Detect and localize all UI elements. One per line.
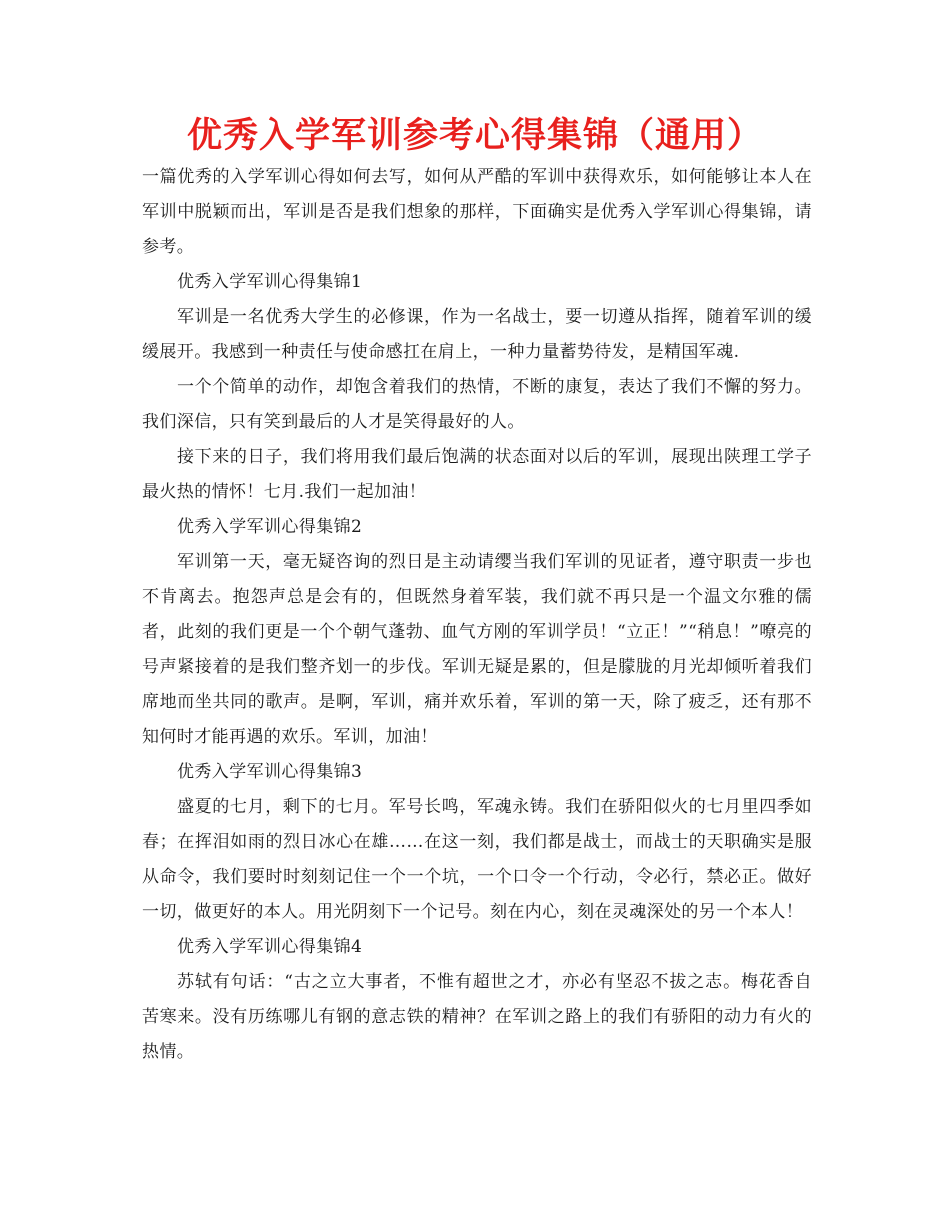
document-title: 优秀入学军训参考心得集锦（通用）: [186, 116, 763, 156]
intro-paragraph: 一篇优秀的入学军训心得如何去写，如何从严酷的军训中获得欢乐，如何能够让本人在军训中脱颖而出，军训是否是我们想象的那样，下面确实是优秀入学军训心得集锦，请参考。: [142, 167, 812, 257]
section-1-paragraph-3: 接下来的日子，我们将用我们最后饱满的状态面对以后的军训，展现出陕理工学子最火热的情怀！七月.我们一起加油！: [142, 447, 812, 502]
section-heading-3: 优秀入学军训心得集锦3: [177, 762, 363, 782]
document-body: [142, 160, 812, 1070]
section-heading-4: 优秀入学军训心得集锦4: [177, 937, 363, 957]
section-1-paragraph-2: 一个个简单的动作，却饱含着我们的热情，不断的康复，表达了我们不懈的努力。我们深信，只有笑到最后的人才是笑得最好的人。: [142, 377, 812, 432]
section-2-paragraph-1: 军训第一天，毫无疑咨询的烈日是主动请缨当我们军训的见证者，遵守职责一步也不肯离去。抱怨声总是会有的，但既然身着军装，我们就不再只是一个温文尔雅的儒者，此刻的我们更是一个个朝气蓬勃、血气方刚的军训学员！“立正！”“稍息！”嘹亮的号声紧接着的是我们整齐划一的步伐。军训无疑是累的，但是朦胧的月光却倾听着我们席地而坐共同的歌声。是啊，军训，痛并欢乐着，军训的第一天，除了疲乏，还有那不知何时才能再遇的欢乐。军训，加油！: [142, 552, 812, 747]
section-heading-1: 优秀入学军训心得集锦1: [177, 272, 363, 292]
section-3-paragraph-1: 盛夏的七月，剩下的七月。军号长鸣，军魂永铸。我们在骄阳似火的七月里四季如春；在挥泪如雨的烈日冰心在雄……在这一刻，我们都是战士，而战士的天职确实是服从命令，我们要时时刻刻记住一个一个坑，一个口令一个行动，令必行，禁必正。做好一切，做更好的本人。用光阴刻下一个记号。刻在内心，刻在灵魂深处的另一个本人！: [142, 797, 812, 922]
section-1-paragraph-1: 军训是一名优秀大学生的必修课，作为一名战士，要一切遵从指挥，随着军训的缓缓展开。我感到一种责任与使命感扛在肩上，一种力量蓄势待发，是精国军魂.: [142, 307, 812, 362]
section-4-paragraph-1: 苏轼有句话：“古之立大事者，不惟有超世之才，亦必有坚忍不拔之志。梅花香自苦寒来。没有历练哪儿有钢的意志铁的精神？在军训之路上的我们有骄阳的动力有火的热情。: [142, 972, 812, 1062]
section-heading-2: 优秀入学军训心得集锦2: [177, 517, 363, 537]
